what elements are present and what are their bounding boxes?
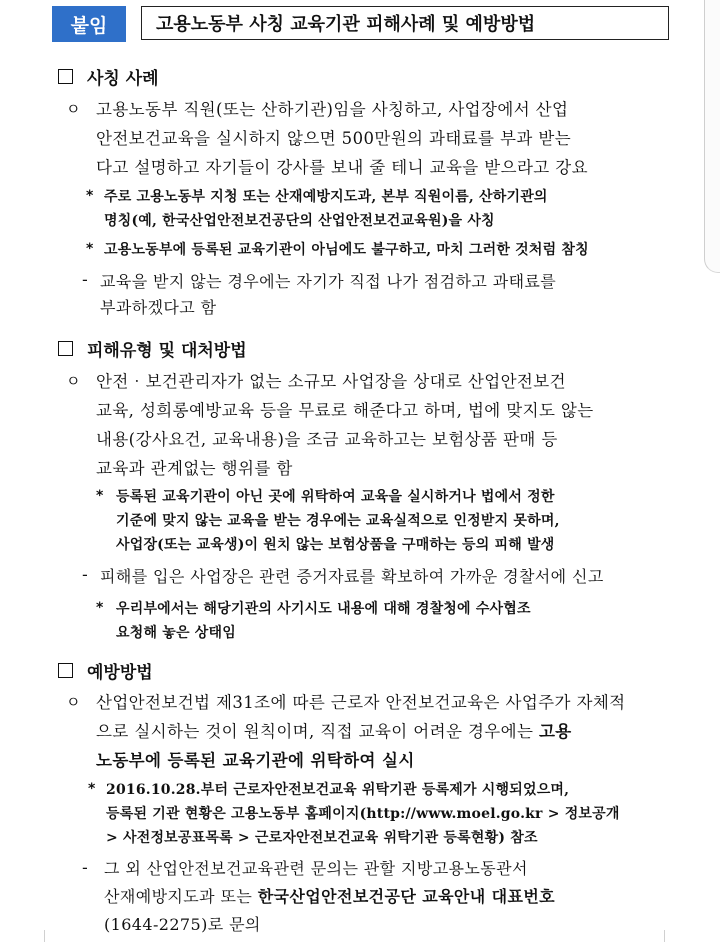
text-line: 피해를 입은 사업장은 관련 증거자료를 확보하여 가까운 경찰서에 신고 <box>100 567 604 586</box>
text-line: 교육과 관계없는 행위를 함 <box>96 459 293 478</box>
text-line: 교육, 성희롱예방교육 등을 무료로 해준다고 하며, 법에 맞지도 않는 <box>96 401 594 420</box>
text-line: 안전보건교육을 실시하지 않으면 500만원의 과태료를 부과 받는 <box>96 129 572 148</box>
attachment-tag: 붙임 <box>52 6 126 42</box>
circle-bullet-icon: ㅇ <box>66 693 81 711</box>
emphasis-text: 한국산업안전보건공단 교육안내 대표번호 <box>257 887 556 906</box>
header <box>52 6 669 42</box>
circle-bullet-icon: ㅇ <box>66 100 81 118</box>
section-heading-1 <box>58 64 159 89</box>
star-bullet-icon: * <box>96 600 104 616</box>
note-line: > 사전정보공표목록 > 근로자안전보건교육 위탁기관 등록현황) 참조 <box>106 830 538 846</box>
note-line: 사업장(또는 교육생)이 원치 않는 보험상품을 구매하는 등의 피해 발생 <box>116 537 555 553</box>
star-bullet-icon: * <box>86 241 94 257</box>
checkbox-square-icon <box>58 663 73 678</box>
text-line <box>104 884 555 907</box>
text-line: 고용노동부 직원(또는 산하기관)임을 사칭하고, 사업장에서 산업 <box>96 100 569 119</box>
text-line: 교육을 받지 않는 경우에는 자기가 직접 나가 점검하고 과태료를 <box>100 272 557 291</box>
note-line: 우리부에서는 해당기관의 사기시도 내용에 대해 경찰청에 수사협조 <box>116 601 531 617</box>
text-line: 그 외 산업안전보건교육관련 문의는 관할 지방고용노동관서 <box>104 859 528 878</box>
circle-bullet-icon: ㅇ <box>66 372 81 390</box>
text-segment: 으로 실시하는 것이 원칙이며, 직접 교육이 어려운 경우에는 <box>96 722 539 741</box>
text-line: 산업안전보건법 제31조에 따른 근로자 안전보건교육은 사업주가 자체적 <box>96 693 626 712</box>
star-bullet-icon: * <box>96 488 104 504</box>
section-heading-3 <box>58 658 153 683</box>
text-segment: 산재예방지도과 또는 <box>104 887 258 906</box>
dash-bullet-icon: - <box>82 565 88 584</box>
text-line: 내용(강사요건, 교육내용)을 조금 교육하고는 보험상품 판매 등 <box>96 430 558 449</box>
section-title: 사칭 사례 <box>87 69 159 89</box>
note-line: 2016.10.28.부터 근로자안전보건교육 위탁기관 등록제가 시행되었으며, <box>106 782 570 798</box>
note-line: 고용노동부에 등록된 교육기관이 아님에도 불구하고, 마치 그러한 것처럼 참칭 <box>104 242 589 258</box>
checkbox-square-icon <box>58 69 73 84</box>
section-heading-2 <box>58 336 247 361</box>
note-line: 등록된 기관 현황은 고용노동부 홈페이지(http://www.moel.go.kr > 정보공개 <box>106 806 620 822</box>
section-title: 예방방법 <box>87 663 153 683</box>
note-line: 요청해 놓은 상태임 <box>116 625 236 641</box>
page-corner-mark <box>664 930 677 942</box>
text-line: 안전‧보건관리자가 없는 소규모 사업장을 상대로 산업안전보건 <box>96 372 566 391</box>
text-line <box>96 718 572 742</box>
dash-bullet-icon: - <box>82 270 88 289</box>
emphasis-line: 노동부에 등록된 교육기관에 위탁하여 실시 <box>96 751 415 770</box>
star-bullet-icon: * <box>88 781 96 797</box>
section-title: 피해유형 및 대처방법 <box>87 341 247 361</box>
dash-bullet-icon: - <box>82 858 88 877</box>
note-line: 주로 고용노동부 지청 또는 산재예방지도과, 본부 직원이름, 산하기관의 <box>104 189 548 205</box>
page-corner-mark <box>32 930 45 942</box>
text-line: 다고 설명하고 자기들이 강사를 보내 줄 테니 교육을 받으라고 강요 <box>96 158 588 177</box>
page-edge <box>704 0 720 273</box>
note-line: 명칭(예, 한국산업안전보건공단의 산업안전보건교육원)을 사칭 <box>104 213 495 229</box>
document-title: 고용노동부 사칭 교육기관 피해사례 및 예방방법 <box>141 6 669 40</box>
emphasis-text: 고용 <box>538 722 572 741</box>
checkbox-square-icon <box>58 341 73 356</box>
text-line: 부과하겠다고 함 <box>100 298 217 317</box>
text-line: (1644-2275)로 문의 <box>104 915 261 934</box>
note-line: 기준에 맞지 않는 교육을 받는 경우에는 교육실적으로 인정받지 못하며, <box>116 513 560 529</box>
note-line: 등록된 교육기관이 아닌 곳에 위탁하여 교육을 실시하거나 법에서 정한 <box>116 489 555 505</box>
star-bullet-icon: * <box>86 188 94 204</box>
